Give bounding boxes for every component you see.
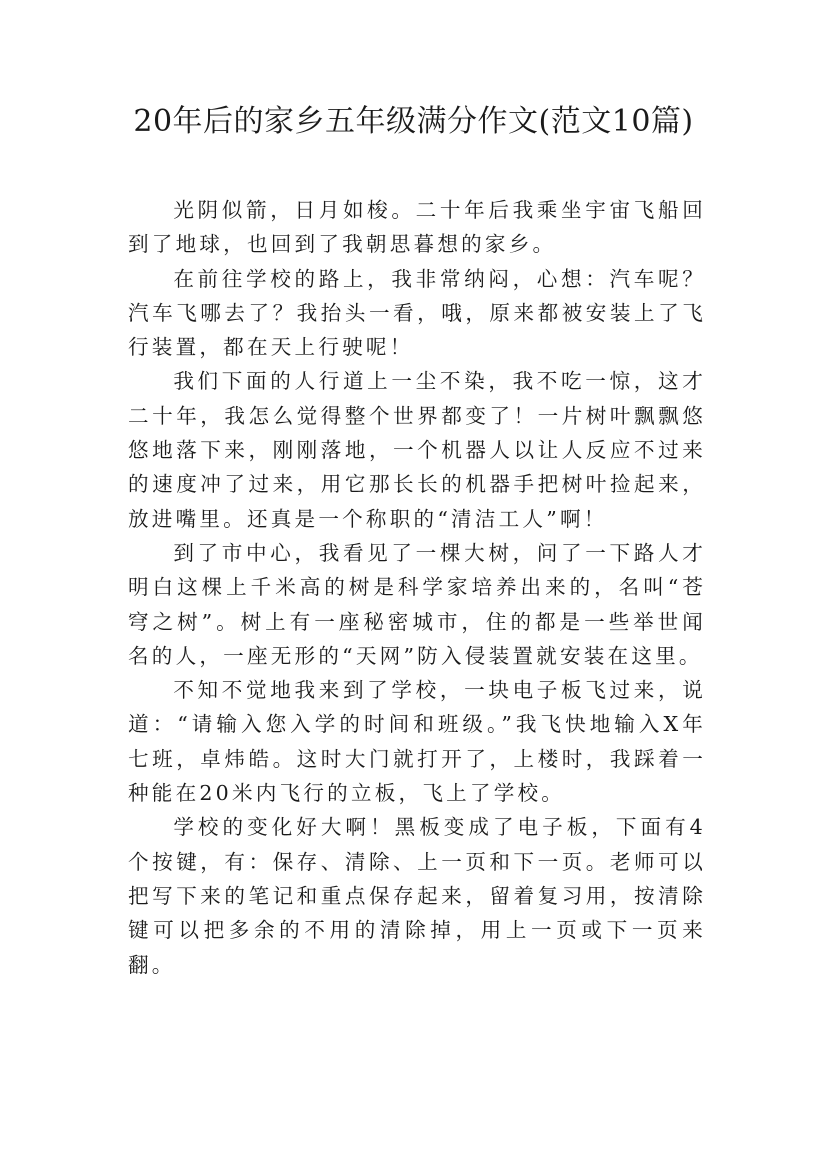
paragraph: 光阴似箭，日月如梭。二十年后我乘坐宇宙飞船回到了地球，也回到了我朝思暮想的家乡。 <box>128 198 706 257</box>
paragraph: 在前往学校的路上，我非常纳闷，心想：汽车呢？汽车飞哪去了？我抬头一看，哦，原来都被安装上了飞行装置，都在天上行驶呢！ <box>128 266 706 360</box>
paragraph: 到了市中心，我看见了一棵大树，问了一下路人才明白这棵上千米高的树是科学家培养出来的，名叫“苍穹之树”。树上有一座秘密城市，住的都是一些举世闻名的人，一座无形的“天网”防入侵装置就安装在这里。 <box>128 540 706 668</box>
document-body <box>128 193 706 982</box>
paragraph: 不知不觉地我来到了学校，一块电子板飞过来，说道：“请输入您入学的时间和班级。”我飞快地输入X年七班，卓炜皓。这时大门就打开了，上楼时，我踩着一种能在20米内飞行的立板，飞上了学校。 <box>128 678 706 806</box>
paragraph: 学校的变化好大啊！黑板变成了电子板，下面有4个按键，有：保存、清除、上一页和下一页。老师可以把写下来的笔记和重点保存起来，留着复习用，按清除键可以把多余的不用的清除掉，用上一页或下一页来翻。 <box>128 815 706 977</box>
document-title: 20年后的家乡五年级满分作文(范文10篇) <box>133 104 694 139</box>
paragraph: 我们下面的人行道上一尘不染，我不吃一惊，这才二十年，我怎么觉得整个世界都变了！一片树叶飘飘悠悠地落下来，刚刚落地，一个机器人以让人反应不过来的速度冲了过来，用它那长长的机器手把树叶捡起来，放进嘴里。还真是一个称职的“清洁工人”啊！ <box>128 369 706 531</box>
